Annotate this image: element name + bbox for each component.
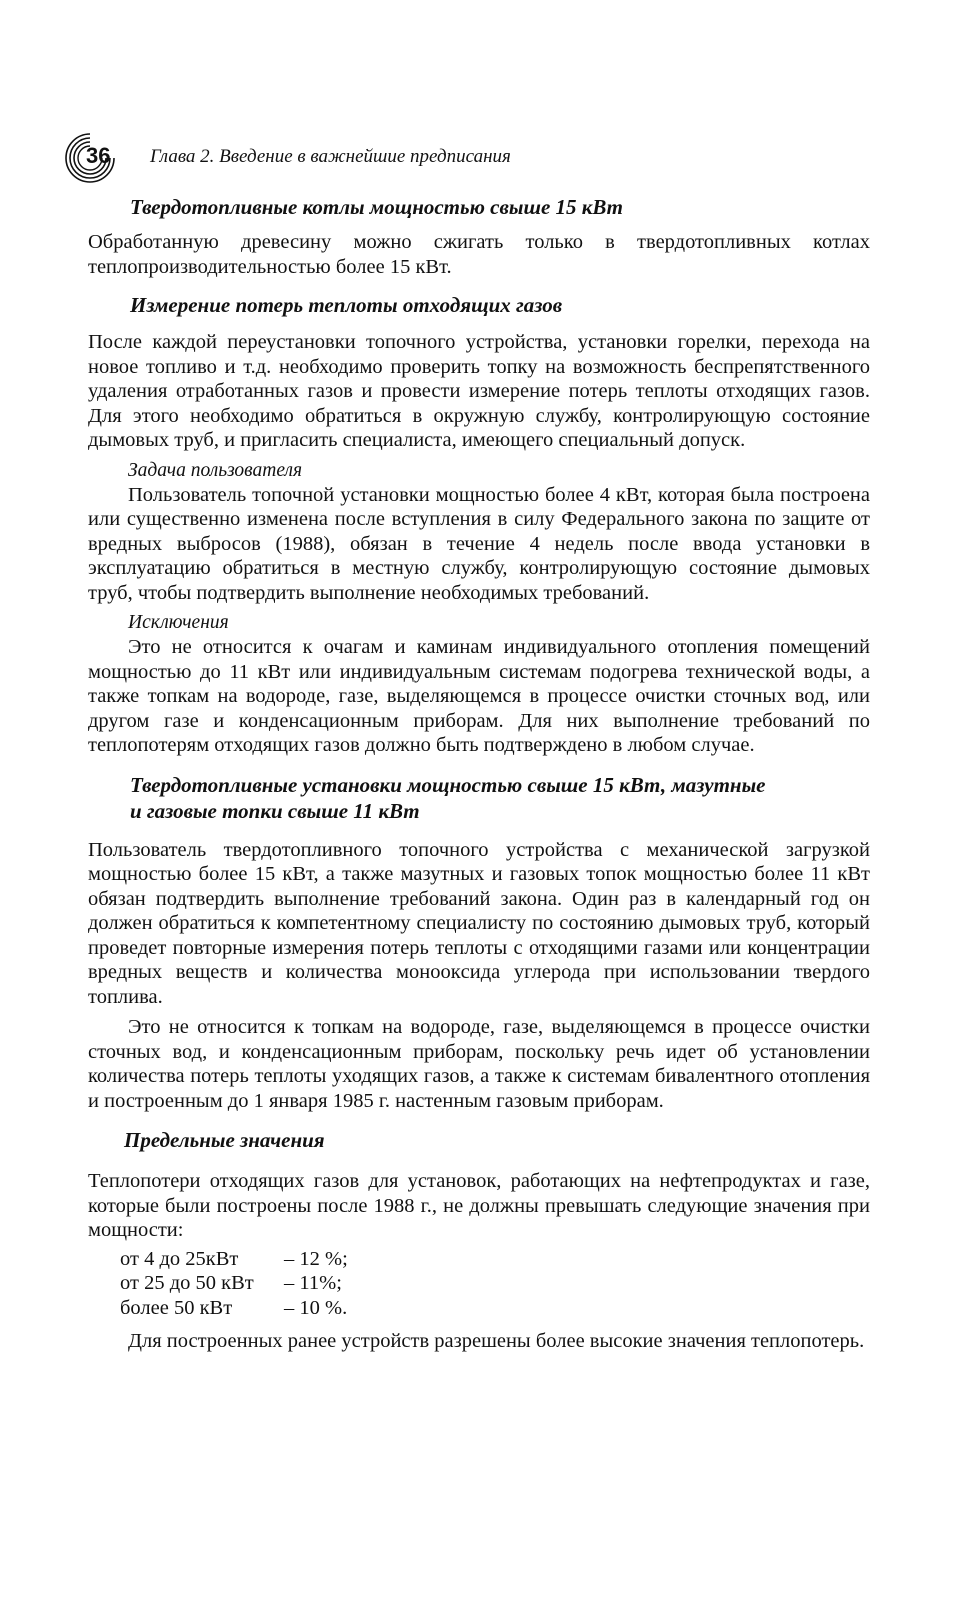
page-content <box>88 194 870 1354</box>
paragraph-solid-fuel: Обработанную древесину можно сжигать только в твердотопливных котлах теплопроизводительностью более 15 кВт. <box>88 231 870 278</box>
limit-row <box>120 1296 870 1321</box>
paragraph-measurement: После каждой переустановки топочного устройства, установки горелки, перехода на новое топливо и т.д. необходимо проверить топку на возможность беспрепятственного удаления отработанных газов и провести измерение потерь теплоты отходящих газов. Для этого необходимо обратиться в окружную службу, контролирующую состояние дымовых труб, и пригласить специалиста, имеющего специальный допуск. <box>88 331 870 451</box>
limit-range: от 4 до 25кВт <box>120 1247 239 1270</box>
section-heading-solid-fuel-boilers: Твердотопливные котлы мощностью свыше 15 кВт <box>130 195 624 219</box>
paragraph-user-task: Пользователь топочной установки мощностью более 4 кВт, которая была построена или существенно изменена после вступления в силу Федерального закона по защите от вредных выбросов (1988), обязан в течение 4 недель после ввода установки в эксплуатацию обратиться в местную службу, контролирующую состояние дымовых труб, чтобы подтвердить выполнение необходимых требований. <box>88 483 870 604</box>
paragraph-exceptions: Это не относится к очагам и каминам индивидуального отопления помещений мощностью до 11 кВт или индивидуальным системам подогрева технической воды, а также топкам на водороде, газе, выделяющемся в процессе очистки сточных вод, или другом газе и конденсационным приборам. Для них выполнение требований по теплопотерям отходящих газов должно быть подтверждено в любом случае. <box>88 636 870 756</box>
chapter-title: Глава 2. Введение в важнейшие предписания <box>150 146 511 167</box>
limit-range: от 25 до 50 кВт <box>120 1272 254 1294</box>
section-heading-installations-line1: Твердотопливные установки мощностью свыше 15 кВт, мазутные <box>130 772 766 797</box>
paragraph-limits-note: Для построенных ранее устройств разрешены более высокие значения теплопотерь. <box>128 1330 865 1352</box>
limit-range: более 50 кВт <box>120 1296 233 1319</box>
limit-value: – 10 %. <box>284 1296 348 1319</box>
limit-values-list <box>88 1247 870 1321</box>
subheading-exceptions: Исключения <box>128 612 229 633</box>
section-heading-installations <box>88 772 870 824</box>
paragraph-limits-intro: Теплопотери отходящих газов для установок, работающих на нефтепродуктах и газе, которые были построены после 1988 г., не должны превышать следующие значения при мощности: <box>88 1170 870 1241</box>
limit-value: – 12 %; <box>284 1247 348 1270</box>
paragraph-installations-1: Пользователь твердотопливного топочного устройства с механической загрузкой мощностью более 15 кВт, а также мазутных и газовых топок мощностью более 11 кВт обязан подтвердить выполнение требований закона. Один раз в календарный год он должен обратиться к компетентному специалисту по состоянию дымовых труб, который проведет повторные измерения потерь теплоты с отходящими газами или концентрации вредных веществ и количества моноокcида углерода при использовании твердого топлива. <box>88 838 870 1008</box>
limit-row <box>120 1271 870 1296</box>
subheading-user-task: Задача пользователя <box>128 459 303 481</box>
limit-value: – 11%; <box>284 1272 342 1294</box>
section-heading-installations-line2: и газовые топки свыше 11 кВт <box>130 798 420 823</box>
section-heading-heat-loss-measurement: Измерение потерь теплоты отходящих газов <box>130 293 563 317</box>
page-number: 36 <box>86 143 111 168</box>
page-header <box>60 128 900 188</box>
section-heading-limit-values: Предельные значения <box>124 1128 325 1152</box>
paragraph-installations-2: Это не относится к топкам на водороде, газе, выделяющемся в процессе очистки сточных вод, и конденсационным приборам, поскольку речь идет об установлении количества потерь теплоты уходящих газов, а также к системам бивалентного отопления и построенным до 1 января 1985 г. настенным газовым приборам. <box>88 1016 870 1112</box>
limit-row <box>120 1247 870 1272</box>
